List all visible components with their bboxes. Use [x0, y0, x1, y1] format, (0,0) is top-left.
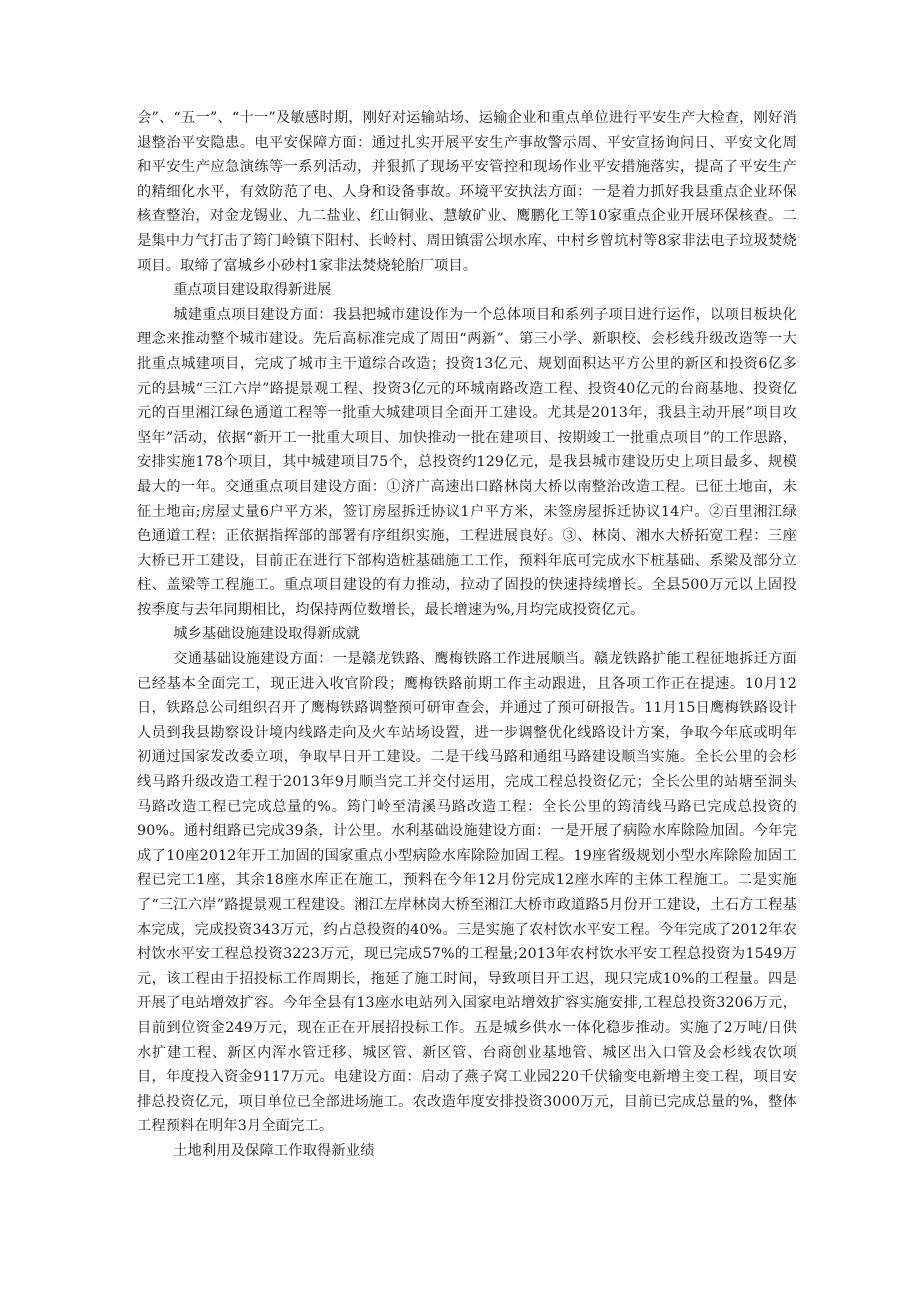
section-heading-land-use: 土地利用及保障工作取得新业绩 [173, 1142, 375, 1159]
document-page [137, 106, 797, 1164]
section-heading-key-projects: 重点项目建设取得新进展 [173, 282, 332, 299]
paragraph-key-projects: 城建重点项目建设方面：我县把城市建设作为一个总体项目和系列子项目进行运作，以项目板块化理念来推动整个城市建设。先后高标准完成了周田“两新”、第三小学、新职校、会杉线升级改造等一大批重点城建项目，完成了城市主干道综合改造；投资13亿元、规划面积达平方公里的新区和投资6亿多元的县城“三江六岸”路提景观工程、投资3亿元的环城南路改造工程、投资40亿元的台商基地、投资亿元的百里湘江绿色通道工程等一批重大城建项目全面开工建设。尤其是2013年，我县主动开展”项目攻坚年”活动，依据“新开工一批重大项目、加快推动一批在建项目、按期竣工一批重点项目”的工作思路，安排实施178个项目，其中城建项目75个，总投资约129亿元，是我县城市建设历史上项目最多、规模最大的一年。交通重点项目建设方面：①济广高速出口路林岗大桥以南整治改造工程。已征土地亩，未征土地亩;房屋丈量6户平方米，签订房屋拆迁协议1户平方米，未签房屋拆迁协议14户。②百里湘江绿色通道工程：正依据指挥部的部署有序组织实施，工程进展良好。③、林岗、湘水大桥拓宽工程：三座大桥已开工建设，目前正在进行下部构造桩基础施工工作，预料年底可完成水下桩基础、系梁及部分立柱、盖梁等工程施工。重点项目建设的有力推动，拉动了固投的快速持续增长。全县500万元以上固投按季度与去年同期相比，均保持两位数增长，最长增速为%,月均完成投资亿元。 [137, 306, 797, 618]
paragraph-safety-inspection: 会”、“五一”、“十一”及敏感时期，刚好对运输站场、运输企业和重点单位进行平安生产大检查，刚好消退整治平安隐患。电平安保障方面：通过扎实开展平安生产事故警示周、平安宣扬询问日、平安文化周和平安生产应急演练等一系列活动，并狠抓了现场平安管控和现场作业平安措施落实，提高了平安生产的精细化水平，有效防范了电、人身和设备事故。环境平安执法方面：一是着力抓好我县重点企业环保核查整治，对金龙锡业、九二盐业、红山铜业、慧敏矿业、鹰鹏化工等10家重点企业开展环保核查。二是集中力气打击了筠门岭镇下阳村、长岭村、周田镇雷公坝水库、中村乡曾坑村等8家非法电子垃圾焚烧项目。取缔了富城乡小砂村1家非法焚烧轮胎厂项目。 [137, 110, 797, 274]
section-heading-infrastructure: 城乡基础设施建设取得新成就 [173, 626, 361, 643]
paragraph-infrastructure: 交通基础设施建设方面：一是赣龙铁路、鹰梅铁路工作进展顺当。赣龙铁路扩能工程征地拆迁方面已经基本全面完工，现正进入收官阶段；鹰梅铁路前期工作主动跟进，且各项工作正在提速。10月12日，铁路总公司组织召开了鹰梅铁路调整预可研审查会，并通过了预可研报告。11月15日鹰梅铁路设计人员到我县勘察设计境内线路走向及火车站场设置，进一步调整优化线路设计方案，争取今年底或明年初通过国家发改委立项，争取早日开工建设。二是干线马路和通组马路建设顺当实施。全长公里的会杉线马路升级改造工程于2013年9月顺当完工并交付运用，完成工程总投资亿元；全长公里的站塘至洞头马路改造工程已完成总量的%。筠门岭至清溪马路改造工程：全长公里的筠清线马路已完成总投资的90%。通村组路已完成39条，计公里。水利基础设施建设方面：一是开展了病险水库除险加固。今年完成了10座2012年开工加固的国家重点小型病险水库除险加固工程。19座省级规划小型水库除险加固工程已完工1座，其余18座水库正在施工，预料在今年12月份完成12座水库的主体工程施工。二是实施了“三江六岸”路提景观工程建设。湘江左岸林岗大桥至湘江大桥市政道路5月份开工建设，土石方工程基本完成，完成投资343万元，约占总投资的40%。三是实施了农村饮水平安工程。今年完成了2012年农村饮水平安工程总投资3223万元，现已完成57%的工程量;2013年农村饮水平安工程总投资为1549万元，该工程由于招投标工作周期长，拖延了施工时间，导致项目开工迟，现只完成10%的工程量。四是开展了电站增效扩容。今年全县有13座水电站列入国家电站增效扩容实施安排,工程总投资3206万元，目前到位资金249万元，现在正在开展招投标工作。五是城乡供水一体化稳步推动。实施了2万吨/日供水扩建工程、新区内浑水管迁移、城区管、新区管、台商创业基地管、城区出入口管及会杉线农饮项目，年度投入资金9117万元。电建设方面：启动了燕子窝工业园220千伏输变电新增主变工程，项目安排总投资亿元，项目单位已全部进场施工。农改造年度安排投资3000万元，目前已完成总量的%，整体工程预料在明年3月全面完工。 [137, 651, 797, 1135]
